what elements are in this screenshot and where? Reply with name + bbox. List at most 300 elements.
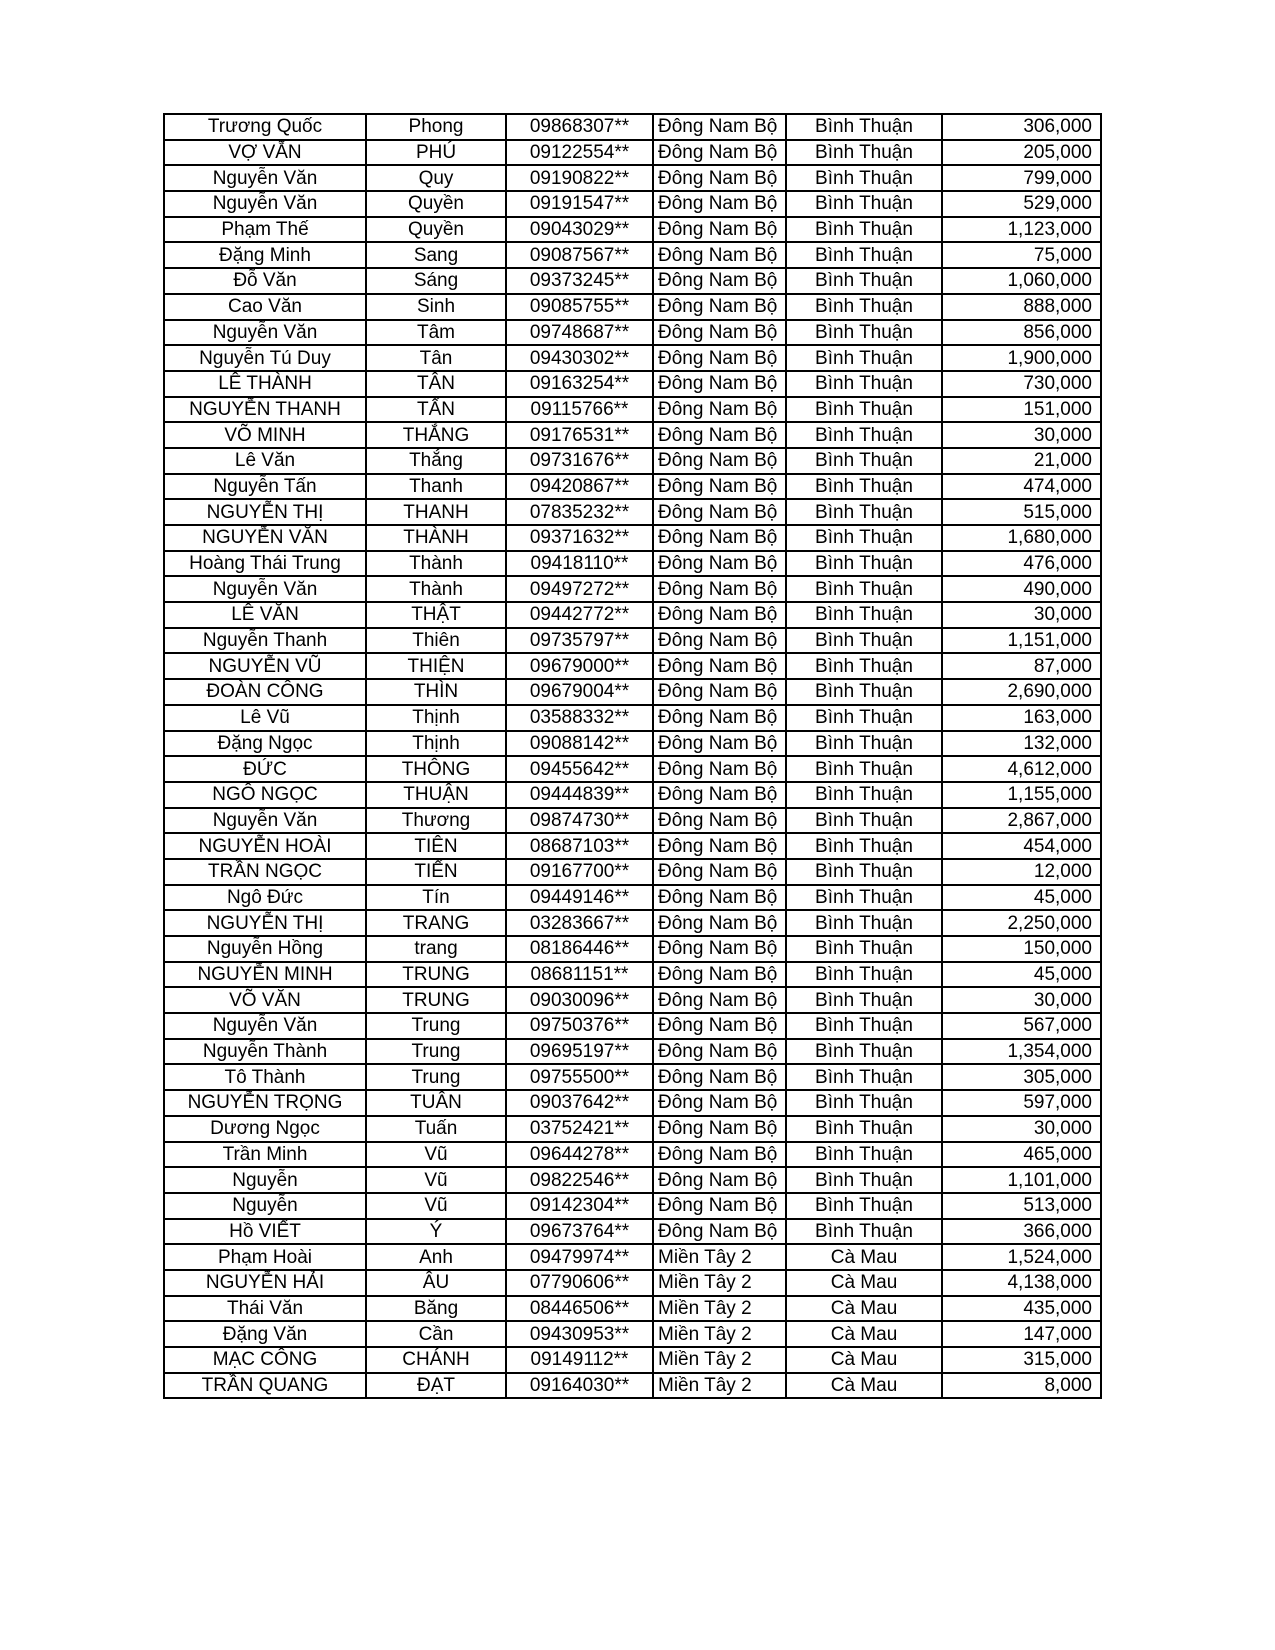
phone-cell: 09455642** — [506, 756, 653, 782]
last-name-cell: Lê Vũ — [164, 705, 366, 731]
phone-cell: 09673764** — [506, 1219, 653, 1245]
table-row — [164, 576, 1101, 602]
phone-cell: 09043029** — [506, 217, 653, 243]
province-cell: Bình Thuận — [786, 140, 942, 166]
amount-cell: 87,000 — [942, 653, 1101, 679]
region-cell: Đông Nam Bộ — [653, 987, 786, 1013]
phone-cell: 07835232** — [506, 499, 653, 525]
amount-cell: 21,000 — [942, 448, 1101, 474]
first-name-cell: Trung — [366, 1039, 506, 1065]
phone-cell: 03588332** — [506, 705, 653, 731]
amount-cell: 151,000 — [942, 397, 1101, 423]
province-cell: Bình Thuận — [786, 1219, 942, 1245]
amount-cell: 12,000 — [942, 859, 1101, 885]
table-row — [164, 1193, 1101, 1219]
last-name-cell: Nguyễn Văn — [164, 320, 366, 346]
phone-cell: 09149112** — [506, 1347, 653, 1373]
table-row — [164, 1116, 1101, 1142]
table-row — [164, 1321, 1101, 1347]
amount-cell: 1,060,000 — [942, 268, 1101, 294]
last-name-cell: Đặng Minh — [164, 242, 366, 268]
amount-cell: 147,000 — [942, 1321, 1101, 1347]
phone-cell: 08687103** — [506, 833, 653, 859]
table-row — [164, 345, 1101, 371]
first-name-cell: TRUNG — [366, 962, 506, 988]
phone-cell: 03752421** — [506, 1116, 653, 1142]
region-cell: Đông Nam Bộ — [653, 345, 786, 371]
last-name-cell: NGUYỄN VŨ — [164, 653, 366, 679]
province-cell: Cà Mau — [786, 1373, 942, 1399]
region-cell: Đông Nam Bộ — [653, 140, 786, 166]
first-name-cell: Tuấn — [366, 1116, 506, 1142]
province-cell: Bình Thuận — [786, 1064, 942, 1090]
province-cell: Cà Mau — [786, 1296, 942, 1322]
phone-cell: 08186446** — [506, 936, 653, 962]
region-cell: Đông Nam Bộ — [653, 962, 786, 988]
amount-cell: 30,000 — [942, 602, 1101, 628]
first-name-cell: THÔNG — [366, 756, 506, 782]
province-cell: Bình Thuận — [786, 962, 942, 988]
region-cell: Đông Nam Bộ — [653, 320, 786, 346]
first-name-cell: Sang — [366, 242, 506, 268]
first-name-cell: Thành — [366, 551, 506, 577]
province-cell: Bình Thuận — [786, 551, 942, 577]
region-cell: Đông Nam Bộ — [653, 1219, 786, 1245]
region-cell: Đông Nam Bộ — [653, 910, 786, 936]
table-row — [164, 936, 1101, 962]
table-row — [164, 987, 1101, 1013]
first-name-cell: Quy — [366, 165, 506, 191]
phone-cell: 09191547** — [506, 191, 653, 217]
province-cell: Bình Thuận — [786, 371, 942, 397]
region-cell: Đông Nam Bộ — [653, 217, 786, 243]
phone-cell: 09735797** — [506, 628, 653, 654]
phone-cell: 09167700** — [506, 859, 653, 885]
table-row — [164, 551, 1101, 577]
last-name-cell: Phạm Hoài — [164, 1244, 366, 1270]
province-cell: Cà Mau — [786, 1244, 942, 1270]
province-cell: Bình Thuận — [786, 165, 942, 191]
province-cell: Bình Thuận — [786, 294, 942, 320]
amount-cell: 30,000 — [942, 987, 1101, 1013]
last-name-cell: TRẦN QUANG — [164, 1373, 366, 1399]
province-cell: Bình Thuận — [786, 731, 942, 757]
province-cell: Bình Thuận — [786, 576, 942, 602]
amount-cell: 888,000 — [942, 294, 1101, 320]
province-cell: Bình Thuận — [786, 756, 942, 782]
last-name-cell: ĐỨC — [164, 756, 366, 782]
table-row — [164, 217, 1101, 243]
table-row — [164, 653, 1101, 679]
table-row — [164, 1270, 1101, 1296]
first-name-cell: TIÊN — [366, 833, 506, 859]
region-cell: Đông Nam Bộ — [653, 679, 786, 705]
phone-cell: 09750376** — [506, 1013, 653, 1039]
first-name-cell: Vũ — [366, 1167, 506, 1193]
region-cell: Đông Nam Bộ — [653, 1064, 786, 1090]
region-cell: Miền Tây 2 — [653, 1296, 786, 1322]
province-cell: Bình Thuận — [786, 242, 942, 268]
first-name-cell: THẬT — [366, 602, 506, 628]
amount-cell: 150,000 — [942, 936, 1101, 962]
table-row — [164, 499, 1101, 525]
first-name-cell: Tân — [366, 345, 506, 371]
phone-cell: 09087567** — [506, 242, 653, 268]
province-cell: Bình Thuận — [786, 705, 942, 731]
last-name-cell: Nguyễn Hồng — [164, 936, 366, 962]
amount-cell: 2,867,000 — [942, 808, 1101, 834]
last-name-cell: NGUYỄN THỊ — [164, 910, 366, 936]
first-name-cell: trang — [366, 936, 506, 962]
amount-cell: 474,000 — [942, 474, 1101, 500]
first-name-cell: THẮNG — [366, 422, 506, 448]
region-cell: Đông Nam Bộ — [653, 422, 786, 448]
region-cell: Đông Nam Bộ — [653, 1167, 786, 1193]
phone-cell: 09420867** — [506, 474, 653, 500]
first-name-cell: CHÁNH — [366, 1347, 506, 1373]
region-cell: Đông Nam Bộ — [653, 499, 786, 525]
region-cell: Đông Nam Bộ — [653, 525, 786, 551]
first-name-cell: Tín — [366, 885, 506, 911]
table-row — [164, 782, 1101, 808]
phone-cell: 09442772** — [506, 602, 653, 628]
first-name-cell: TẤN — [366, 397, 506, 423]
province-cell: Bình Thuận — [786, 1013, 942, 1039]
province-cell: Bình Thuận — [786, 217, 942, 243]
province-cell: Bình Thuận — [786, 1193, 942, 1219]
first-name-cell: Thịnh — [366, 705, 506, 731]
first-name-cell: Thịnh — [366, 731, 506, 757]
phone-cell: 09085755** — [506, 294, 653, 320]
table-row — [164, 294, 1101, 320]
region-cell: Đông Nam Bộ — [653, 448, 786, 474]
last-name-cell: Nguyễn Tấn — [164, 474, 366, 500]
province-cell: Bình Thuận — [786, 1039, 942, 1065]
province-cell: Bình Thuận — [786, 885, 942, 911]
province-cell: Bình Thuận — [786, 1142, 942, 1168]
last-name-cell: Lê Văn — [164, 448, 366, 474]
first-name-cell: PHÚ — [366, 140, 506, 166]
phone-cell: 09142304** — [506, 1193, 653, 1219]
first-name-cell: Ý — [366, 1219, 506, 1245]
phone-cell: 09037642** — [506, 1090, 653, 1116]
region-cell: Đông Nam Bộ — [653, 1116, 786, 1142]
table-row — [164, 397, 1101, 423]
region-cell: Đông Nam Bộ — [653, 397, 786, 423]
last-name-cell: Nguyễn Văn — [164, 191, 366, 217]
amount-cell: 2,690,000 — [942, 679, 1101, 705]
table-row — [164, 1219, 1101, 1245]
first-name-cell: Quyền — [366, 191, 506, 217]
phone-cell: 08681151** — [506, 962, 653, 988]
table-body — [164, 114, 1101, 1398]
amount-cell: 4,612,000 — [942, 756, 1101, 782]
region-cell: Đông Nam Bộ — [653, 628, 786, 654]
amount-cell: 597,000 — [942, 1090, 1101, 1116]
region-cell: Đông Nam Bộ — [653, 859, 786, 885]
last-name-cell: NGUYỄN HOÀI — [164, 833, 366, 859]
phone-cell: 09755500** — [506, 1064, 653, 1090]
amount-cell: 2,250,000 — [942, 910, 1101, 936]
province-cell: Bình Thuận — [786, 653, 942, 679]
phone-cell: 09430953** — [506, 1321, 653, 1347]
table-row — [164, 859, 1101, 885]
table-row — [164, 1296, 1101, 1322]
phone-cell: 09418110** — [506, 551, 653, 577]
last-name-cell: NGUYỄN TRỌNG — [164, 1090, 366, 1116]
amount-cell: 306,000 — [942, 114, 1101, 140]
region-cell: Đông Nam Bộ — [653, 1039, 786, 1065]
amount-cell: 1,900,000 — [942, 345, 1101, 371]
phone-cell: 09731676** — [506, 448, 653, 474]
table-row — [164, 756, 1101, 782]
region-cell: Đông Nam Bộ — [653, 833, 786, 859]
last-name-cell: NGUYỄN HẢI — [164, 1270, 366, 1296]
table-row — [164, 628, 1101, 654]
region-cell: Đông Nam Bộ — [653, 653, 786, 679]
amount-cell: 366,000 — [942, 1219, 1101, 1245]
last-name-cell: Nguyễn — [164, 1193, 366, 1219]
amount-cell: 799,000 — [942, 165, 1101, 191]
amount-cell: 75,000 — [942, 242, 1101, 268]
first-name-cell: TUÂN — [366, 1090, 506, 1116]
amount-cell: 529,000 — [942, 191, 1101, 217]
phone-cell: 09371632** — [506, 525, 653, 551]
province-cell: Bình Thuận — [786, 859, 942, 885]
first-name-cell: TIẾN — [366, 859, 506, 885]
table-row — [164, 1244, 1101, 1270]
phone-cell: 09644278** — [506, 1142, 653, 1168]
last-name-cell: Nguyễn Văn — [164, 1013, 366, 1039]
phone-cell: 08446506** — [506, 1296, 653, 1322]
last-name-cell: LÊ THÀNH — [164, 371, 366, 397]
region-cell: Đông Nam Bộ — [653, 191, 786, 217]
first-name-cell: Trung — [366, 1013, 506, 1039]
amount-cell: 45,000 — [942, 962, 1101, 988]
first-name-cell: TRUNG — [366, 987, 506, 1013]
first-name-cell: Anh — [366, 1244, 506, 1270]
province-cell: Bình Thuận — [786, 448, 942, 474]
last-name-cell: Cao Văn — [164, 294, 366, 320]
province-cell: Bình Thuận — [786, 833, 942, 859]
amount-cell: 1,524,000 — [942, 1244, 1101, 1270]
amount-cell: 1,155,000 — [942, 782, 1101, 808]
amount-cell: 1,101,000 — [942, 1167, 1101, 1193]
last-name-cell: Thái Văn — [164, 1296, 366, 1322]
amount-cell: 465,000 — [942, 1142, 1101, 1168]
last-name-cell: Nguyễn Tú Duy — [164, 345, 366, 371]
phone-cell: 09822546** — [506, 1167, 653, 1193]
last-name-cell: NGUYỄN MINH — [164, 962, 366, 988]
province-cell: Bình Thuận — [786, 1167, 942, 1193]
region-cell: Miền Tây 2 — [653, 1373, 786, 1399]
province-cell: Bình Thuận — [786, 808, 942, 834]
last-name-cell: NGUYỄN THANH — [164, 397, 366, 423]
province-cell: Bình Thuận — [786, 397, 942, 423]
table-row — [164, 679, 1101, 705]
phone-cell: 09449146** — [506, 885, 653, 911]
first-name-cell: TÂN — [366, 371, 506, 397]
first-name-cell: THUẬN — [366, 782, 506, 808]
first-name-cell: Băng — [366, 1296, 506, 1322]
region-cell: Đông Nam Bộ — [653, 731, 786, 757]
last-name-cell: VÕ MINH — [164, 422, 366, 448]
amount-cell: 730,000 — [942, 371, 1101, 397]
first-name-cell: Vũ — [366, 1142, 506, 1168]
amount-cell: 1,680,000 — [942, 525, 1101, 551]
region-cell: Miền Tây 2 — [653, 1347, 786, 1373]
province-cell: Cà Mau — [786, 1270, 942, 1296]
amount-cell: 132,000 — [942, 731, 1101, 757]
table-row — [164, 1142, 1101, 1168]
region-cell: Miền Tây 2 — [653, 1244, 786, 1270]
phone-cell: 09373245** — [506, 268, 653, 294]
last-name-cell: Ngô Đức — [164, 885, 366, 911]
province-cell: Bình Thuận — [786, 936, 942, 962]
table-row — [164, 191, 1101, 217]
phone-cell: 09088142** — [506, 731, 653, 757]
region-cell: Đông Nam Bộ — [653, 114, 786, 140]
phone-cell: 09030096** — [506, 987, 653, 1013]
province-cell: Bình Thuận — [786, 320, 942, 346]
amount-cell: 205,000 — [942, 140, 1101, 166]
last-name-cell: NGÔ NGỌC — [164, 782, 366, 808]
table-row — [164, 833, 1101, 859]
amount-cell: 1,151,000 — [942, 628, 1101, 654]
first-name-cell: THÀNH — [366, 525, 506, 551]
amount-cell: 567,000 — [942, 1013, 1101, 1039]
province-cell: Bình Thuận — [786, 602, 942, 628]
phone-cell: 09479974** — [506, 1244, 653, 1270]
first-name-cell: ÂU — [366, 1270, 506, 1296]
table-row — [164, 165, 1101, 191]
first-name-cell: Sáng — [366, 268, 506, 294]
first-name-cell: Sinh — [366, 294, 506, 320]
table-row — [164, 962, 1101, 988]
province-cell: Bình Thuận — [786, 191, 942, 217]
first-name-cell: Tâm — [366, 320, 506, 346]
phone-cell: 09190822** — [506, 165, 653, 191]
first-name-cell: THÌN — [366, 679, 506, 705]
amount-cell: 1,354,000 — [942, 1039, 1101, 1065]
amount-cell: 476,000 — [942, 551, 1101, 577]
region-cell: Đông Nam Bộ — [653, 885, 786, 911]
table-row — [164, 1373, 1101, 1399]
amount-cell: 30,000 — [942, 1116, 1101, 1142]
table-row — [164, 320, 1101, 346]
table-row — [164, 242, 1101, 268]
region-cell: Miền Tây 2 — [653, 1321, 786, 1347]
first-name-cell: Thiên — [366, 628, 506, 654]
region-cell: Đông Nam Bộ — [653, 294, 786, 320]
first-name-cell: Thanh — [366, 474, 506, 500]
phone-cell: 09430302** — [506, 345, 653, 371]
region-cell: Đông Nam Bộ — [653, 1193, 786, 1219]
province-cell: Bình Thuận — [786, 345, 942, 371]
province-cell: Bình Thuận — [786, 628, 942, 654]
table-row — [164, 1064, 1101, 1090]
phone-cell: 09874730** — [506, 808, 653, 834]
region-cell: Đông Nam Bộ — [653, 371, 786, 397]
amount-cell: 435,000 — [942, 1296, 1101, 1322]
data-table — [163, 113, 1102, 1399]
amount-cell: 4,138,000 — [942, 1270, 1101, 1296]
amount-cell: 856,000 — [942, 320, 1101, 346]
province-cell: Bình Thuận — [786, 114, 942, 140]
region-cell: Miền Tây 2 — [653, 1270, 786, 1296]
last-name-cell: Phạm Thế — [164, 217, 366, 243]
amount-cell: 305,000 — [942, 1064, 1101, 1090]
phone-cell: 09748687** — [506, 320, 653, 346]
province-cell: Bình Thuận — [786, 1090, 942, 1116]
table-row — [164, 268, 1101, 294]
last-name-cell: Hoàng Thái Trung — [164, 551, 366, 577]
last-name-cell: MẠC CÔNG — [164, 1347, 366, 1373]
last-name-cell: Hồ VIẾT — [164, 1219, 366, 1245]
phone-cell: 09679000** — [506, 653, 653, 679]
region-cell: Đông Nam Bộ — [653, 782, 786, 808]
phone-cell: 09176531** — [506, 422, 653, 448]
first-name-cell: THANH — [366, 499, 506, 525]
table-row — [164, 731, 1101, 757]
region-cell: Đông Nam Bộ — [653, 808, 786, 834]
table-row — [164, 910, 1101, 936]
table-row — [164, 140, 1101, 166]
last-name-cell: VỢ VẪN — [164, 140, 366, 166]
province-cell: Bình Thuận — [786, 679, 942, 705]
amount-cell: 454,000 — [942, 833, 1101, 859]
region-cell: Đông Nam Bộ — [653, 602, 786, 628]
region-cell: Đông Nam Bộ — [653, 576, 786, 602]
province-cell: Bình Thuận — [786, 525, 942, 551]
phone-cell: 09695197** — [506, 1039, 653, 1065]
last-name-cell: ĐOÀN CÔNG — [164, 679, 366, 705]
phone-cell: 03283667** — [506, 910, 653, 936]
last-name-cell: Đỗ Văn — [164, 268, 366, 294]
phone-cell: 09164030** — [506, 1373, 653, 1399]
region-cell: Đông Nam Bộ — [653, 1090, 786, 1116]
province-cell: Bình Thuận — [786, 268, 942, 294]
province-cell: Cà Mau — [786, 1347, 942, 1373]
region-cell: Đông Nam Bộ — [653, 1142, 786, 1168]
region-cell: Đông Nam Bộ — [653, 165, 786, 191]
phone-cell: 09115766** — [506, 397, 653, 423]
region-cell: Đông Nam Bộ — [653, 1013, 786, 1039]
region-cell: Đông Nam Bộ — [653, 936, 786, 962]
amount-cell: 490,000 — [942, 576, 1101, 602]
last-name-cell: Trương Quốc — [164, 114, 366, 140]
region-cell: Đông Nam Bộ — [653, 268, 786, 294]
table-row — [164, 525, 1101, 551]
province-cell: Bình Thuận — [786, 910, 942, 936]
province-cell: Cà Mau — [786, 1321, 942, 1347]
first-name-cell: ĐẠT — [366, 1373, 506, 1399]
last-name-cell: Dương Ngọc — [164, 1116, 366, 1142]
amount-cell: 513,000 — [942, 1193, 1101, 1219]
table-row — [164, 602, 1101, 628]
amount-cell: 1,123,000 — [942, 217, 1101, 243]
region-cell: Đông Nam Bộ — [653, 242, 786, 268]
table-row — [164, 448, 1101, 474]
last-name-cell: Nguyễn Văn — [164, 165, 366, 191]
province-cell: Bình Thuận — [786, 422, 942, 448]
last-name-cell: LÊ VĂN — [164, 602, 366, 628]
last-name-cell: NGUYỄN THỊ — [164, 499, 366, 525]
amount-cell: 515,000 — [942, 499, 1101, 525]
last-name-cell: Trần Minh — [164, 1142, 366, 1168]
first-name-cell: Trung — [366, 1064, 506, 1090]
phone-cell: 09497272** — [506, 576, 653, 602]
